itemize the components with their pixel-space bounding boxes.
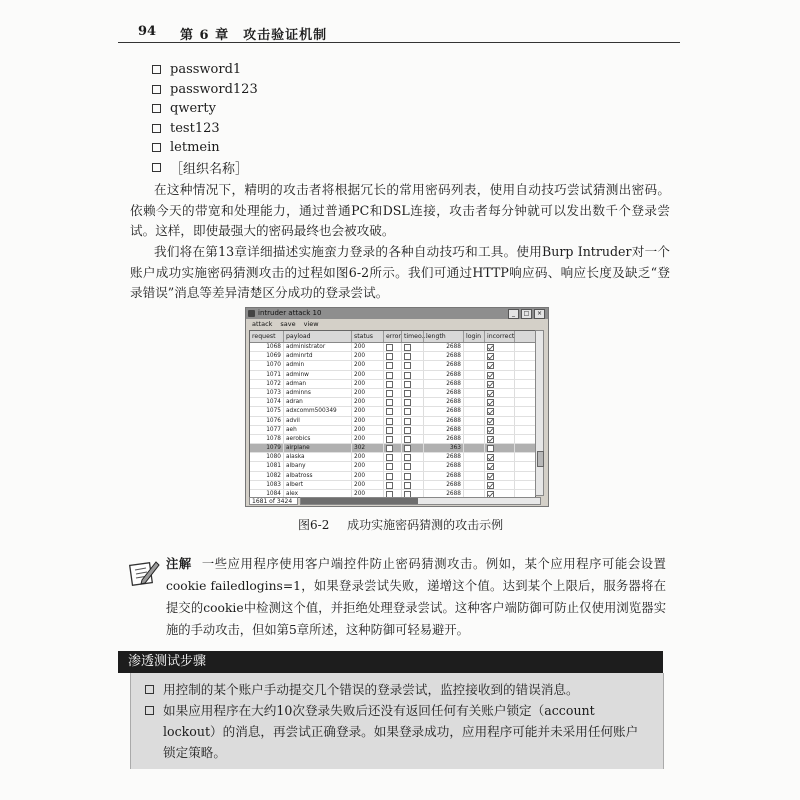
checkbox-icon: [404, 344, 411, 351]
square-bullet-icon: [145, 706, 154, 715]
cell-spacer: [464, 435, 485, 443]
note-box: [166, 553, 666, 641]
table-row[interactable]: [250, 380, 535, 389]
table-row[interactable]: [250, 426, 535, 435]
cell-login-incorrect: [485, 481, 515, 489]
checkbox-icon: [404, 454, 411, 461]
cell-spacer: [464, 371, 485, 379]
table-row[interactable]: [250, 481, 535, 490]
request-count: 1681 of 3424: [249, 497, 298, 505]
column-header[interactable]: error: [386, 333, 401, 340]
cell-error: [384, 380, 402, 388]
cell-request: 1068: [250, 343, 284, 351]
checkbox-icon: [487, 372, 494, 379]
table-row[interactable]: [250, 343, 535, 352]
cell-request: 1078: [250, 435, 284, 443]
page-number: 94: [138, 24, 157, 39]
status-bar: [249, 497, 541, 505]
menu-view[interactable]: view: [303, 320, 319, 328]
maximize-button[interactable]: □: [521, 309, 532, 319]
cell-login-incorrect: [485, 389, 515, 397]
cell-length: 2688: [424, 481, 464, 489]
checkbox-icon: [404, 408, 411, 415]
cell-request: 1079: [250, 444, 284, 452]
cell-payload: adminrtd: [284, 352, 352, 360]
menu-save[interactable]: save: [280, 320, 296, 328]
list-item: letmein: [152, 138, 672, 158]
checkbox-icon: [404, 372, 411, 379]
checkbox-icon: [386, 473, 393, 480]
cell-request: 1072: [250, 380, 284, 388]
cell-status: 200: [352, 343, 384, 351]
checkbox-icon: [487, 362, 494, 369]
pencil-note-icon: [128, 556, 160, 588]
cell-request: 1071: [250, 371, 284, 379]
cell-login-incorrect: [485, 444, 515, 452]
list-item: password1: [152, 60, 672, 80]
cell-spacer: [464, 352, 485, 360]
checkbox-icon: [404, 381, 411, 388]
cell-login-incorrect: [485, 453, 515, 461]
progress-fill: [301, 498, 418, 504]
cell-payload: aerobics: [284, 435, 352, 443]
cell-request: 1083: [250, 481, 284, 489]
checkbox-icon: [386, 399, 393, 406]
checkbox-icon: [386, 372, 393, 379]
cell-length: 2688: [424, 462, 464, 470]
cell-timeout: [402, 444, 424, 452]
table-row[interactable]: [250, 361, 535, 370]
checkbox-icon: [487, 445, 494, 452]
cell-error: [384, 453, 402, 461]
checkbox-icon: [386, 482, 393, 489]
checkbox-icon: [386, 390, 393, 397]
cell-error: [384, 435, 402, 443]
checkbox-icon: [404, 427, 411, 434]
cell-request: 1084: [250, 490, 284, 498]
table-row[interactable]: [250, 398, 535, 407]
checkbox-icon: [487, 473, 494, 480]
cell-payload: albany: [284, 462, 352, 470]
vertical-scrollbar[interactable]: [535, 330, 544, 496]
checkbox-icon: [386, 463, 393, 470]
cell-timeout: [402, 389, 424, 397]
cell-status: 302: [352, 444, 384, 452]
list-item: password123: [152, 80, 672, 100]
cell-login-incorrect: [485, 371, 515, 379]
checkbox-icon: [487, 436, 494, 443]
cell-length: 2688: [424, 352, 464, 360]
cell-timeout: [402, 407, 424, 415]
checkbox-icon: [487, 399, 494, 406]
cell-payload: adran: [284, 398, 352, 406]
minimize-button[interactable]: _: [508, 309, 519, 319]
list-item: test123: [152, 119, 672, 139]
cell-length: 2688: [424, 371, 464, 379]
column-header[interactable]: request: [250, 331, 284, 342]
table-body: [250, 343, 535, 499]
cell-spacer: [464, 380, 485, 388]
cell-status: 200: [352, 398, 384, 406]
pentest-steps-box: [130, 673, 664, 769]
column-header[interactable]: login: [464, 331, 485, 342]
cell-error: [384, 343, 402, 351]
note-text: 一些应用程序使用客户端控件防止密码猜测攻击。例如，某个应用程序可能会设置cookie failedlogins=1，如果登录尝试失败，递增这个值。达到某个上限后，服务器将在提交的cookie中检测这个值，并拒绝处理登录尝试。这种客户端防御可防止仅使用浏览器实施的手动攻击，但如第5章所述，这种防御可轻易避开。: [166, 557, 666, 637]
square-bullet-icon: [152, 65, 161, 74]
cell-timeout: [402, 352, 424, 360]
cell-status: 200: [352, 435, 384, 443]
cell-payload: alaska: [284, 453, 352, 461]
cell-spacer: [464, 407, 485, 415]
cell-length: 2688: [424, 453, 464, 461]
cell-timeout: [402, 380, 424, 388]
progress-bar: [300, 497, 541, 505]
results-table: [249, 330, 536, 498]
cell-request: 1080: [250, 453, 284, 461]
cell-status: 200: [352, 426, 384, 434]
table-row[interactable]: [250, 407, 535, 416]
checkbox-icon: [404, 362, 411, 369]
cell-timeout: [402, 417, 424, 425]
table-row[interactable]: [250, 371, 535, 380]
column-header[interactable]: length: [424, 331, 464, 342]
square-bullet-icon: [145, 685, 154, 694]
column-header[interactable]: incorrect: [487, 333, 515, 340]
checkbox-icon: [386, 381, 393, 388]
checkbox-icon: [386, 353, 393, 360]
checkbox-icon: [404, 445, 411, 452]
checkbox-icon: [404, 473, 411, 480]
cell-spacer: [464, 462, 485, 470]
cell-login-incorrect: [485, 361, 515, 369]
cell-spacer: [464, 417, 485, 425]
cell-length: 2688: [424, 343, 464, 351]
checkbox-icon: [386, 454, 393, 461]
pentest-steps-title: 渗透测试步骤: [118, 651, 663, 673]
cell-timeout: [402, 361, 424, 369]
checkbox-icon: [487, 344, 494, 351]
cell-payload: adman: [284, 380, 352, 388]
checkbox-icon: [487, 381, 494, 388]
cell-length: 2688: [424, 407, 464, 415]
cell-payload: albert: [284, 481, 352, 489]
table-row[interactable]: [250, 453, 535, 462]
list-item: 用控制的某个账户手动提交几个错误的登录尝试，监控接收到的错误消息。: [145, 679, 650, 700]
cell-error: [384, 389, 402, 397]
cell-payload: aeh: [284, 426, 352, 434]
checkbox-icon: [386, 408, 393, 415]
scrollbar-thumb[interactable]: [537, 451, 544, 467]
cell-payload: admin: [284, 361, 352, 369]
table-row[interactable]: [250, 352, 535, 361]
cell-login-incorrect: [485, 343, 515, 351]
table-row[interactable]: [250, 435, 535, 444]
cell-status: 200: [352, 352, 384, 360]
square-bullet-icon: [152, 124, 161, 133]
checkbox-icon: [404, 482, 411, 489]
cell-error: [384, 398, 402, 406]
checkbox-icon: [487, 390, 494, 397]
chapter-title: 第 6 章 攻击验证机制: [180, 28, 328, 43]
cell-spacer: [464, 481, 485, 489]
caption-text: 成功实施密码猜测的攻击示例: [347, 518, 504, 532]
checkbox-icon: [487, 353, 494, 360]
checkbox-icon: [404, 399, 411, 406]
cell-spacer: [464, 361, 485, 369]
checkbox-icon: [386, 445, 393, 452]
cell-login-incorrect: [485, 398, 515, 406]
square-bullet-icon: [152, 85, 161, 94]
cell-length: 2688: [424, 435, 464, 443]
cell-status: 200: [352, 490, 384, 498]
cell-timeout: [402, 343, 424, 351]
checkbox-icon: [404, 436, 411, 443]
checkbox-icon: [487, 427, 494, 434]
cell-length: 2688: [424, 426, 464, 434]
list-item: 如果应用程序在大约10次登录失败后还没有返回任何有关账户锁定（account lockout）的消息，再尝试正确登录。如果登录成功，应用程序可能并未采用任何账户锁定策略。: [145, 700, 650, 763]
cell-spacer: [464, 389, 485, 397]
figure-caption: [298, 516, 503, 533]
square-bullet-icon: [152, 143, 161, 152]
cell-error: [384, 407, 402, 415]
cell-request: 1081: [250, 462, 284, 470]
cell-length: 2688: [424, 490, 464, 498]
cell-error: [384, 361, 402, 369]
cell-payload: adminns: [284, 389, 352, 397]
cell-timeout: [402, 453, 424, 461]
cell-payload: airplane: [284, 444, 352, 452]
note-label: 注解: [166, 557, 192, 571]
paragraph: 我们将在第13章详细描述实施蛮力登录的各种自动技巧和工具。使用Burp Intruder对一个账户成功实施密码猜测攻击的过程如图6-2所示。我们可通过HTTP响应码、响应长度及缺乏“登录错误”消息等差异清楚区分成功的登录尝试。: [130, 244, 670, 300]
checkbox-icon: [404, 463, 411, 470]
cell-spacer: [464, 343, 485, 351]
cell-length: 2688: [424, 361, 464, 369]
checkbox-icon: [487, 408, 494, 415]
password-list: [152, 60, 672, 177]
checkbox-icon: [487, 482, 494, 489]
cell-timeout: [402, 371, 424, 379]
paragraph: 在这种情况下，精明的攻击者将根据冗长的常用密码列表，使用自动技巧尝试猜测出密码。依赖今天的带宽和处理能力，通过普通PC和DSL连接，攻击者每分钟就可以发出数千个登录尝试。这样，即使最强大的密码最终也会被攻破。: [130, 182, 670, 238]
checkbox-icon: [386, 418, 393, 425]
cell-login-incorrect: [485, 472, 515, 480]
checkbox-icon: [487, 418, 494, 425]
cell-status: 200: [352, 371, 384, 379]
cell-payload: adminw: [284, 371, 352, 379]
cell-request: 1077: [250, 426, 284, 434]
checkbox-icon: [386, 362, 393, 369]
cell-status: 200: [352, 462, 384, 470]
cell-request: 1075: [250, 407, 284, 415]
menu-attack[interactable]: attack: [252, 320, 273, 328]
cell-payload: alex: [284, 490, 352, 498]
cell-spacer: [464, 453, 485, 461]
cell-length: 2688: [424, 472, 464, 480]
cell-login-incorrect: [485, 352, 515, 360]
cell-login-incorrect: [485, 407, 515, 415]
cell-length: 2688: [424, 389, 464, 397]
cell-error: [384, 417, 402, 425]
cell-login-incorrect: [485, 426, 515, 434]
page-header: [118, 20, 680, 43]
checkbox-icon: [386, 427, 393, 434]
cell-length: 363: [424, 444, 464, 452]
cell-request: 1082: [250, 472, 284, 480]
intruder-attack-window: [245, 307, 549, 507]
cell-login-incorrect: [485, 380, 515, 388]
cell-error: [384, 481, 402, 489]
cell-status: 200: [352, 361, 384, 369]
table-row[interactable]: [250, 462, 535, 471]
checkbox-icon: [487, 454, 494, 461]
column-header[interactable]: payload: [284, 331, 352, 342]
cell-timeout: [402, 398, 424, 406]
cell-timeout: [402, 472, 424, 480]
close-button[interactable]: ×: [534, 309, 545, 319]
cell-status: 200: [352, 417, 384, 425]
cell-length: 2688: [424, 398, 464, 406]
column-header[interactable]: status: [352, 331, 384, 342]
cell-length: 2688: [424, 380, 464, 388]
cell-payload: advil: [284, 417, 352, 425]
checkbox-icon: [404, 390, 411, 397]
cell-payload: adxcomm500349: [284, 407, 352, 415]
cell-status: 200: [352, 472, 384, 480]
table-row[interactable]: [250, 417, 535, 426]
window-title-bar: [246, 308, 548, 319]
table-row[interactable]: [250, 444, 535, 453]
cell-spacer: [464, 426, 485, 434]
cell-error: [384, 462, 402, 470]
cell-spacer: [464, 398, 485, 406]
square-bullet-icon: [152, 104, 161, 113]
cell-payload: albatross: [284, 472, 352, 480]
checkbox-icon: [386, 344, 393, 351]
cell-error: [384, 371, 402, 379]
cell-payload: administrator: [284, 343, 352, 351]
cell-error: [384, 444, 402, 452]
cell-status: 200: [352, 407, 384, 415]
table-header: [250, 331, 535, 343]
cell-request: 1076: [250, 417, 284, 425]
column-header[interactable]: timeo...: [404, 333, 428, 340]
cell-login-incorrect: [485, 462, 515, 470]
checkbox-icon: [404, 353, 411, 360]
cell-error: [384, 352, 402, 360]
cell-spacer: [464, 444, 485, 452]
menu-bar: [246, 319, 548, 329]
cell-timeout: [402, 426, 424, 434]
cell-error: [384, 472, 402, 480]
window-title: intruder attack 10: [258, 309, 322, 317]
cell-login-incorrect: [485, 435, 515, 443]
cell-timeout: [402, 481, 424, 489]
cell-status: 200: [352, 389, 384, 397]
table-row[interactable]: [250, 472, 535, 481]
cell-request: 1074: [250, 398, 284, 406]
checkbox-icon: [404, 418, 411, 425]
cell-spacer: [464, 472, 485, 480]
figure-number: 图6-2: [298, 518, 330, 532]
list-item: ［组织名称］: [152, 158, 672, 178]
cell-request: 1070: [250, 361, 284, 369]
cell-status: 200: [352, 380, 384, 388]
checkbox-icon: [386, 436, 393, 443]
cell-timeout: [402, 462, 424, 470]
table-row[interactable]: [250, 389, 535, 398]
cell-request: 1073: [250, 389, 284, 397]
cell-request: 1069: [250, 352, 284, 360]
list-item: qwerty: [152, 99, 672, 119]
cell-login-incorrect: [485, 417, 515, 425]
square-bullet-icon: [152, 163, 161, 172]
cell-status: 200: [352, 453, 384, 461]
checkbox-icon: [487, 463, 494, 470]
cell-error: [384, 426, 402, 434]
cell-length: 2688: [424, 417, 464, 425]
cell-timeout: [402, 435, 424, 443]
app-icon: [248, 310, 255, 317]
cell-status: 200: [352, 481, 384, 489]
